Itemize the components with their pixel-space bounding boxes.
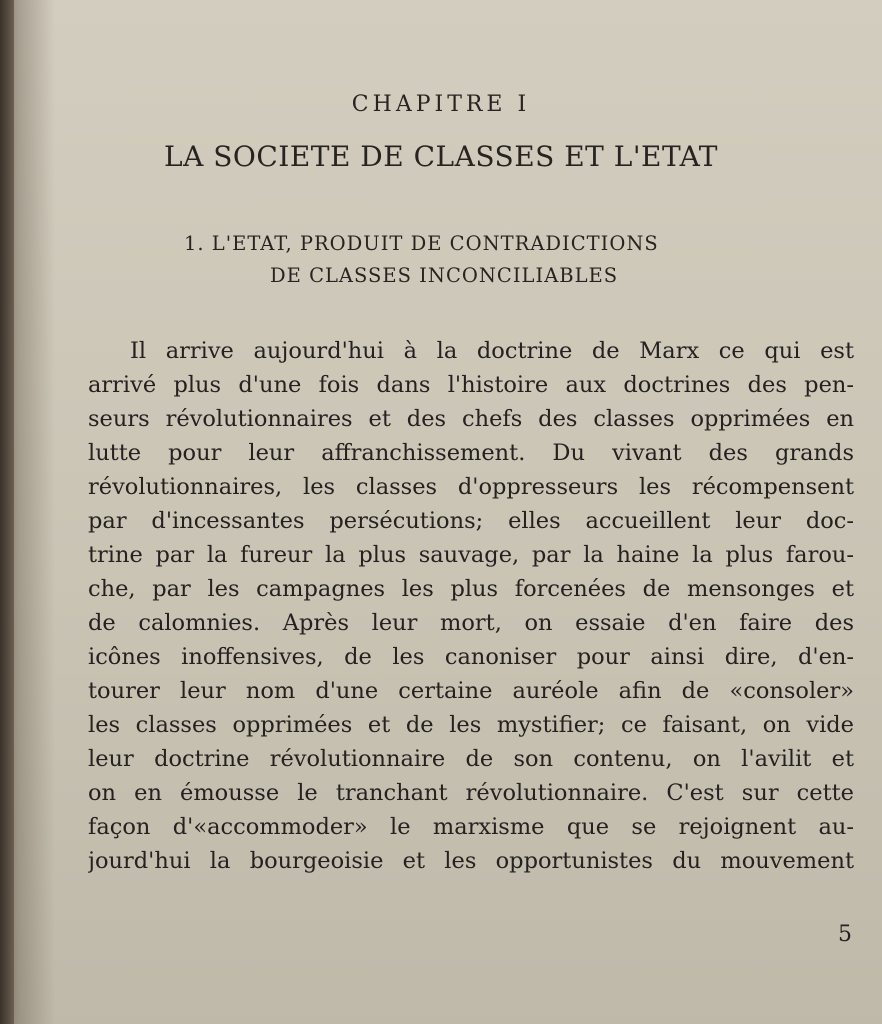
text-line: seurs révolutionnaires et des chefs des classes opprimées en — [88, 406, 854, 432]
text-line: de calomnies. Après leur mort, on essaie d'en faire des — [88, 610, 854, 636]
text-line: par d'incessantes persécutions; elles accueillent leur doc- — [88, 508, 854, 534]
text-line: lutte pour leur affranchissement. Du vivant des grands — [88, 440, 854, 466]
text-line: che, par les campagnes les plus forcenées de mensonges et — [88, 576, 854, 602]
chapter-label: CHAPITRE I — [351, 92, 531, 117]
text-line: Il arrive aujourd'hui à la doctrine de Marx ce qui est — [130, 338, 854, 364]
text-line: tourer leur nom d'une certaine auréole afin de «consoler» — [88, 678, 854, 704]
text-line: trine par la fureur la plus sauvage, par la haine la plus farou- — [88, 542, 854, 568]
text-line: les classes opprimées et de les mystifier; ce faisant, on vide — [88, 712, 854, 738]
chapter-title: LA SOCIETE DE CLASSES ET L'ETAT — [164, 140, 718, 173]
text-line: icônes inoffensives, de les canoniser pour ainsi dire, d'en- — [88, 644, 854, 670]
text-line: révolutionnaires, les classes d'oppresseurs les récompensent — [88, 474, 854, 500]
text-line: arrivé plus d'une fois dans l'histoire aux doctrines des pen- — [88, 372, 854, 398]
text-line: jourd'hui la bourgeoisie et les opportunistes du mouvement — [88, 848, 854, 874]
text-line: façon d'«accommoder» le marxisme que se rejoignent au- — [88, 814, 854, 840]
section-heading-line-2: DE CLASSES INCONCILIABLES — [270, 264, 619, 287]
text-line: leur doctrine révolutionnaire de son contenu, on l'avilit et — [88, 746, 854, 772]
section-heading-line-1: 1. L'ETAT, PRODUIT DE CONTRADICTIONS — [184, 232, 659, 255]
text-line: on en émousse le tranchant révolutionnaire. C'est sur cette — [88, 780, 854, 806]
page-number: 5 — [838, 922, 852, 947]
